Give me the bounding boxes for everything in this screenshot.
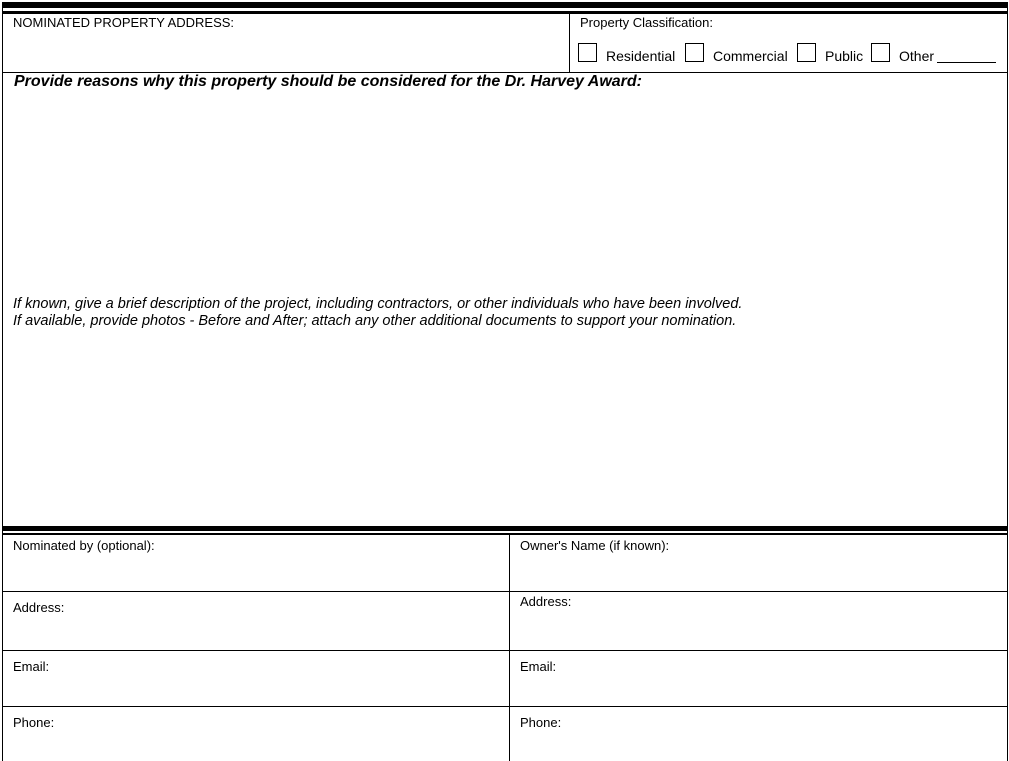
other-checkbox[interactable] [871, 43, 890, 62]
nominator-address-label: Address: [13, 600, 65, 615]
nominator-address-field[interactable] [3, 592, 509, 650]
owner-phone-field[interactable] [510, 707, 1007, 761]
reasons-instruction-1: If known, give a brief description of the project, including contractors, or other individuals who have been involved. [13, 296, 743, 312]
nominator-email-label: Email: [13, 659, 50, 674]
owner-email-label: Email: [520, 659, 557, 674]
nominator-email-field[interactable] [3, 651, 509, 706]
nominated-address-label: NOMINATED PROPERTY ADDRESS: [13, 15, 235, 30]
owner-address-label: Address: [520, 594, 572, 609]
nominator-phone-field[interactable] [3, 707, 509, 761]
commercial-label: Commercial [713, 48, 788, 64]
commercial-checkbox[interactable] [685, 43, 704, 62]
other-blank-line[interactable] [937, 62, 996, 63]
reasons-instruction-2: If available, provide photos - Before and After; attach any other additional documents to support your nomination. [13, 313, 737, 329]
nominator-phone-label: Phone: [13, 715, 55, 730]
nominated-by-label: Nominated by (optional): [13, 538, 155, 553]
middle-rule-thick [2, 526, 1008, 531]
other-label: Other [899, 48, 935, 64]
owner-email-field[interactable] [510, 651, 1007, 706]
top-row-divider [569, 14, 570, 73]
top-rule-thick [2, 2, 1008, 8]
owner-name-label: Owner's Name (if known): [520, 538, 670, 553]
right-border [1007, 2, 1008, 761]
owner-address-field[interactable] [510, 592, 1007, 650]
residential-checkbox[interactable] [578, 43, 597, 62]
classification-label: Property Classification: [580, 15, 713, 30]
public-label: Public [825, 48, 864, 64]
owner-phone-label: Phone: [520, 715, 562, 730]
public-checkbox[interactable] [797, 43, 816, 62]
reasons-heading: Provide reasons why this property should be considered for the Dr. Harvey Award: [14, 73, 643, 90]
residential-label: Residential [606, 48, 676, 64]
